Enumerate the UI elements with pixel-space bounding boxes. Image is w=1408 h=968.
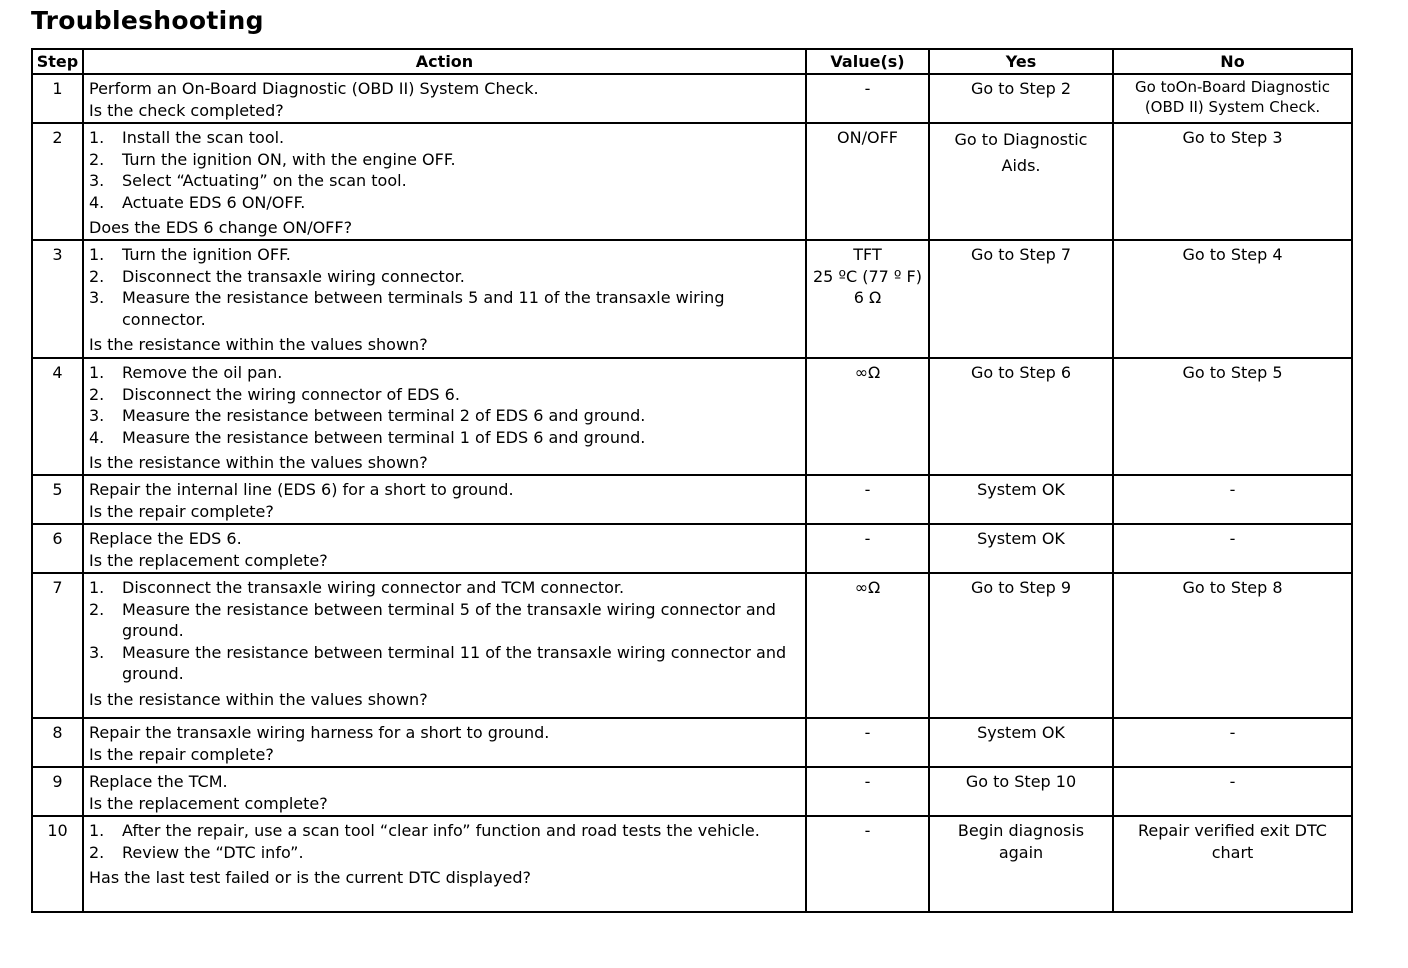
table-row (32, 767, 1352, 816)
value-line: - (864, 480, 871, 499)
no-result: - (1113, 718, 1352, 767)
action-cell (83, 573, 806, 718)
yes-result: Go to Diagnostic Aids. (929, 123, 1113, 240)
action-cell (83, 718, 806, 767)
action-item (89, 405, 800, 427)
action-question: Is the replacement complete? (89, 550, 328, 570)
action-line: Repair the internal line (EDS 6) for a short to ground. (89, 480, 514, 499)
action-item (89, 149, 800, 171)
action-item (89, 577, 800, 599)
item-number: 3. (89, 288, 105, 307)
values-cell (806, 816, 929, 912)
values-cell (806, 475, 929, 524)
value-line: ON/OFF (837, 128, 898, 147)
item-text: Select “Actuating” on the scan tool. (122, 171, 407, 190)
table-row (32, 240, 1352, 358)
yes-result: Go to Step 10 (929, 767, 1113, 816)
action-item (89, 192, 800, 214)
item-text: Measure the resistance between terminal 2 of EDS 6 and ground. (122, 406, 646, 425)
item-text: Turn the ignition OFF. (122, 245, 291, 264)
step-number: 9 (32, 767, 83, 816)
item-number: 4. (89, 192, 105, 212)
action-question: Is the replacement complete? (89, 793, 328, 813)
yes-result: Go to Step 2 (929, 74, 1113, 123)
action-item (89, 170, 800, 192)
yes-result: Begin diagnosis again (929, 816, 1113, 912)
step-number: 5 (32, 475, 83, 524)
header-row (32, 49, 1352, 74)
item-text: Review the “DTC info”. (122, 842, 304, 862)
values-cell (806, 240, 929, 358)
item-number: 3. (89, 642, 105, 662)
values-cell (806, 74, 929, 123)
item-text: Measure the resistance between terminal 5 of the transaxle wiring connector and ground. (122, 599, 782, 640)
item-text: Turn the ignition ON, with the engine OFF. (122, 149, 456, 169)
action-question: Is the resistance within the values shown? (89, 689, 428, 709)
no-result: Go to Step 3 (1113, 123, 1352, 240)
header-step: Step (32, 49, 83, 74)
step-number: 4 (32, 358, 83, 475)
values-cell (806, 524, 929, 573)
table-row (32, 524, 1352, 573)
no-result: Go to Step 4 (1113, 240, 1352, 358)
no-result: Go to Step 8 (1113, 573, 1352, 718)
action-question: Has the last test failed or is the current DTC displayed? (89, 868, 531, 887)
action-question: Does the EDS 6 change ON/OFF? (89, 218, 353, 237)
yes-result: Go to Step 9 (929, 573, 1113, 718)
no-result: Go toOn-Board Diagnostic (OBD II) System Check. (1113, 74, 1352, 123)
value-line: ∞Ω (854, 363, 881, 382)
item-text: Remove the oil pan. (122, 363, 283, 382)
action-item (89, 820, 800, 842)
item-number: 2. (89, 266, 105, 286)
table-row (32, 475, 1352, 524)
yes-result: System OK (929, 475, 1113, 524)
header-values: Value(s) (806, 49, 929, 74)
item-number: 3. (89, 406, 105, 425)
yes-result: Go to Step 6 (929, 358, 1113, 475)
item-number: 1. (89, 128, 105, 147)
item-number: 1. (89, 578, 105, 597)
table-row (32, 573, 1352, 718)
header-yes: Yes (929, 49, 1113, 74)
step-number: 7 (32, 573, 83, 718)
value-line: TFT (853, 245, 882, 264)
action-line: Replace the EDS 6. (89, 529, 242, 548)
item-number: 1. (89, 821, 105, 840)
action-item (89, 266, 800, 288)
action-question: Is the repair complete? (89, 744, 274, 764)
action-line: Repair the transaxle wiring harness for a short to ground. (89, 723, 550, 742)
action-question: Is the check completed? (89, 100, 284, 120)
step-number: 3 (32, 240, 83, 358)
table-row (32, 123, 1352, 240)
values-cell (806, 767, 929, 816)
no-result: - (1113, 767, 1352, 816)
table-row (32, 816, 1352, 912)
item-text: Actuate EDS 6 ON/OFF. (122, 192, 306, 212)
value-line: 25 ºC (77 º F) (813, 266, 922, 286)
page-title: Troubleshooting (31, 6, 264, 35)
value-line: - (864, 79, 871, 98)
action-item (89, 427, 800, 449)
action-cell (83, 767, 806, 816)
value-line: - (864, 723, 871, 742)
table-row (32, 718, 1352, 767)
item-number: 2. (89, 599, 105, 619)
action-cell (83, 123, 806, 240)
values-cell (806, 123, 929, 240)
action-item (89, 642, 800, 685)
action-cell (83, 524, 806, 573)
item-text: Install the scan tool. (122, 128, 285, 147)
values-cell (806, 718, 929, 767)
item-text: Measure the resistance between terminal 1 of EDS 6 and ground. (122, 427, 646, 447)
value-line: - (864, 821, 871, 840)
item-number: 2. (89, 384, 105, 404)
header-action: Action (83, 49, 806, 74)
item-text: Disconnect the transaxle wiring connector. (122, 266, 465, 286)
item-text: Disconnect the wiring connector of EDS 6. (122, 384, 460, 404)
action-question: Is the resistance within the values shown? (89, 335, 428, 354)
item-text: Measure the resistance between terminals 5 and 11 of the transaxle wiring connector. (122, 288, 730, 329)
action-item (89, 127, 800, 149)
step-number: 6 (32, 524, 83, 573)
action-cell (83, 74, 806, 123)
no-result: - (1113, 524, 1352, 573)
yes-result: System OK (929, 524, 1113, 573)
action-question: Is the resistance within the values shown? (89, 453, 428, 472)
action-question: Is the repair complete? (89, 501, 274, 521)
action-item (89, 287, 800, 330)
action-item (89, 362, 800, 384)
no-result: Repair verified exit DTC chart (1113, 816, 1352, 912)
step-number: 2 (32, 123, 83, 240)
item-text: Measure the resistance between terminal 11 of the transaxle wiring connector and ground. (122, 642, 792, 683)
step-number: 10 (32, 816, 83, 912)
no-result: - (1113, 475, 1352, 524)
action-cell (83, 358, 806, 475)
table-row (32, 358, 1352, 475)
no-result: Go to Step 5 (1113, 358, 1352, 475)
step-number: 8 (32, 718, 83, 767)
values-cell (806, 358, 929, 475)
action-item (89, 384, 800, 406)
step-number: 1 (32, 74, 83, 123)
action-item (89, 244, 800, 266)
item-number: 1. (89, 363, 105, 382)
item-number: 1. (89, 245, 105, 264)
values-cell (806, 573, 929, 718)
item-text: Disconnect the transaxle wiring connector and TCM connector. (122, 578, 625, 597)
value-line: ∞Ω (854, 578, 881, 597)
action-item (89, 842, 800, 864)
action-line: Perform an On-Board Diagnostic (OBD II) System Check. (89, 79, 539, 98)
item-number: 2. (89, 149, 105, 169)
value-line: 6 Ω (853, 288, 882, 307)
header-no: No (1113, 49, 1352, 74)
action-cell (83, 240, 806, 358)
action-cell (83, 816, 806, 912)
value-line: - (864, 772, 871, 791)
table-row (32, 74, 1352, 123)
item-number: 3. (89, 171, 105, 190)
action-item (89, 599, 800, 642)
troubleshooting-table (31, 48, 1353, 913)
yes-result: Go to Step 7 (929, 240, 1113, 358)
item-number: 2. (89, 842, 105, 862)
yes-result: System OK (929, 718, 1113, 767)
item-text: After the repair, use a scan tool “clear info” function and road tests the vehicle. (122, 821, 760, 840)
value-line: - (864, 529, 871, 548)
action-cell (83, 475, 806, 524)
action-line: Replace the TCM. (89, 772, 228, 791)
item-number: 4. (89, 427, 105, 447)
